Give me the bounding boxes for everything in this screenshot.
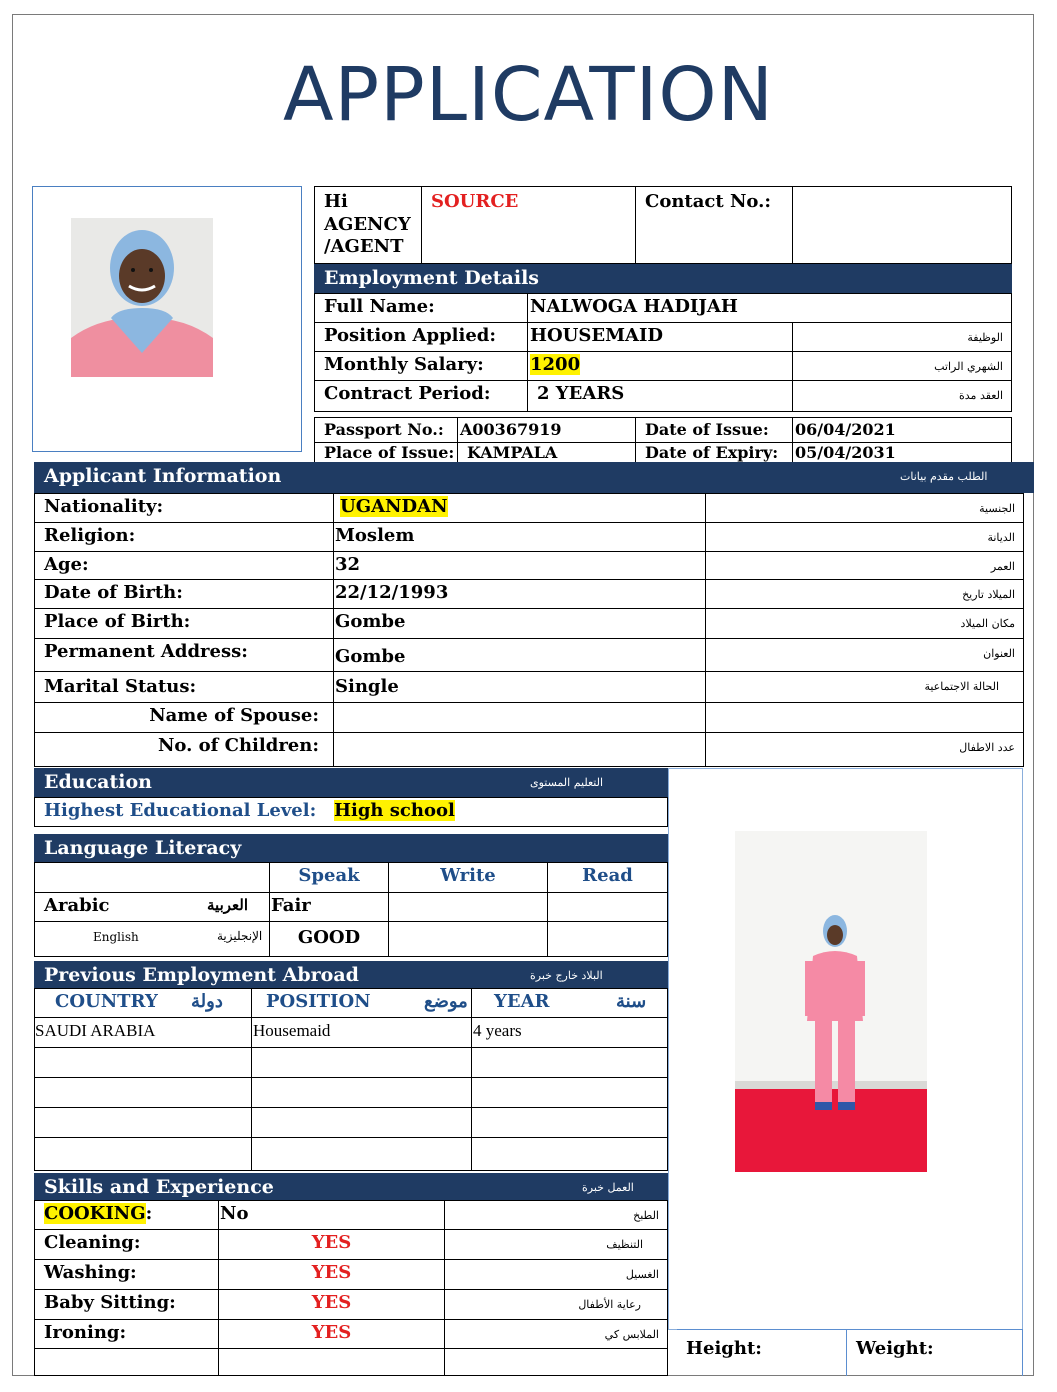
contact-label: Contact No.: [635, 186, 793, 264]
education-level-value: High school [334, 800, 455, 821]
page-title: APPLICATION [282, 52, 775, 138]
col-read: Read [547, 862, 668, 893]
skill-empty-cell [34, 1348, 219, 1376]
expiry-value: 05/04/2031 [792, 442, 1012, 464]
skills-header: Skills and Experience العمل خبرة [34, 1173, 668, 1201]
skill-ar: الطبخ [444, 1200, 668, 1230]
skill-empty-cell [444, 1348, 668, 1376]
applicant-row-label: Age: [34, 551, 334, 580]
prev-empty-cell [34, 1077, 252, 1108]
skill-value: YES [218, 1319, 445, 1349]
skill-label: COOKING: [34, 1200, 219, 1230]
col-write: Write [388, 862, 548, 893]
applicant-row-value: 22/12/1993 [333, 579, 706, 609]
applicant-row-ar: مكان الميلاد [705, 608, 1024, 639]
prev-row-position: Housemaid [251, 1017, 472, 1048]
skill-label: Baby Sitting: [34, 1289, 219, 1320]
expiry-label: Date of Expiry: [635, 442, 793, 464]
lang-english-read [547, 921, 668, 957]
skill-value: No [218, 1200, 445, 1230]
contract-label: Contract Period: [314, 380, 528, 412]
agency-cell: Hi AGENCY /AGENT [314, 186, 422, 264]
passport-no-label: Passport No.: [314, 417, 458, 443]
source-label: SOURCE [431, 191, 519, 212]
applicant-row-label: Permanent Address: [34, 638, 334, 672]
issue-date-value: 06/04/2021 [792, 417, 1012, 443]
skill-label: Washing: [34, 1259, 219, 1290]
prev-empty-cell [251, 1107, 472, 1138]
education-level-cell [333, 797, 668, 827]
lang-arabic-cell: Arabic العربية [34, 892, 270, 922]
issue-date-label: Date of Issue: [635, 417, 793, 443]
contract-ar-cell: العقد مدة [792, 380, 1012, 412]
applicant-row-ar: العنوان [705, 638, 1024, 672]
applicant-row-ar: الميلاد تاريخ [705, 579, 1024, 609]
previous-header: Previous Employment Abroad البلاد خارج خبرة [34, 961, 668, 989]
skill-value: YES [218, 1259, 445, 1290]
position-label: Position Applied: [314, 322, 528, 352]
skill-value: YES [218, 1289, 445, 1320]
contract-value: 2 YEARS [527, 380, 793, 412]
prev-row-year: 4 years [471, 1017, 668, 1048]
prev-empty-cell [471, 1107, 668, 1138]
skill-label: Cleaning: [34, 1229, 219, 1260]
salary-ar-cell: الشهري الراتب [792, 351, 1012, 381]
applicant-row-value [333, 732, 706, 767]
applicant-row-ar: الديانة [705, 522, 1024, 552]
applicant-row-value: Single [333, 671, 706, 703]
skill-ar: الغسيل [444, 1259, 668, 1290]
language-blank-head [34, 862, 270, 893]
col-speak: Speak [269, 862, 389, 893]
applicant-row-value: UGANDAN [333, 493, 706, 523]
applicant-row-ar: الجنسية [705, 493, 1024, 523]
skill-ar: رعاية الأطفال [444, 1289, 668, 1320]
applicant-row-value: Gombe [333, 608, 706, 639]
weight-label: Weight: [846, 1329, 1023, 1376]
prev-row-country: SAUDI ARABIA [34, 1017, 252, 1048]
skill-empty-cell [218, 1348, 445, 1376]
col-country: COUNTRY دولة [34, 988, 252, 1018]
portrait-photo [71, 218, 213, 377]
source-cell [421, 186, 636, 264]
lang-english-speak: GOOD [269, 921, 389, 957]
applicant-row-label: Date of Birth: [34, 579, 334, 609]
place-of-issue-value: KAMPALA [457, 442, 636, 464]
applicant-row-label: Nationality: [34, 493, 334, 523]
applicant-row-value: 32 [333, 551, 706, 580]
full-name-label: Full Name: [314, 293, 528, 323]
applicant-header: Applicant Information الطلب مقدم بيانات [34, 462, 1034, 493]
lang-english-cell: English الإنجليزية [34, 921, 270, 957]
contact-value [792, 186, 1012, 264]
prev-empty-cell [34, 1137, 252, 1171]
applicant-row-label: Place of Birth: [34, 608, 334, 639]
education-header: Education التعليم المستوى [34, 768, 668, 797]
position-value: HOUSEMAID [527, 322, 793, 352]
applicant-row-value: Gombe [333, 638, 706, 672]
salary-label: Monthly Salary: [314, 351, 528, 381]
applicant-row-label: Religion: [34, 522, 334, 552]
applicant-row-ar: عدد الاطفال [705, 732, 1024, 767]
prev-empty-cell [471, 1047, 668, 1078]
full-body-photo [735, 831, 927, 1172]
employment-header: Employment Details [314, 264, 1012, 293]
prev-empty-cell [251, 1077, 472, 1108]
salary-value: 1200 [530, 354, 581, 375]
place-of-issue-label: Place of Issue: [314, 442, 458, 464]
prev-empty-cell [34, 1047, 252, 1078]
passport-no-value: A00367919 [457, 417, 636, 443]
language-header: Language Literacy [34, 834, 668, 863]
prev-empty-cell [471, 1077, 668, 1108]
lang-english-write [388, 921, 548, 957]
position-ar-cell: الوظيفة [792, 322, 1012, 352]
applicant-row-label: Marital Status: [34, 671, 334, 703]
lang-arabic-speak: Fair [269, 892, 389, 922]
col-position: POSITION موضع [251, 988, 472, 1018]
applicant-row-label: Name of Spouse: [34, 702, 334, 733]
col-year: YEAR سنة [471, 988, 668, 1018]
education-level-label: Highest Educational Level: [34, 797, 334, 827]
applicant-row-value [333, 702, 706, 733]
salary-value-cell [527, 351, 793, 381]
height-label: Height: [677, 1329, 847, 1376]
skill-ar: التنظيف [444, 1229, 668, 1260]
full-name-value: NALWOGA HADIJAH [527, 293, 1012, 323]
skill-ar: الملابس كي [444, 1319, 668, 1349]
applicant-row-label: No. of Children: [34, 732, 334, 767]
applicant-row-ar: العمر [705, 551, 1024, 580]
lang-arabic-write [388, 892, 548, 922]
applicant-row-ar [705, 702, 1024, 733]
lang-arabic-read [547, 892, 668, 922]
skill-value: YES [218, 1229, 445, 1260]
prev-empty-cell [471, 1137, 668, 1171]
prev-empty-cell [251, 1047, 472, 1078]
prev-empty-cell [34, 1107, 252, 1138]
skill-label: Ironing: [34, 1319, 219, 1349]
applicant-row-value: Moslem [333, 522, 706, 552]
prev-empty-cell [251, 1137, 472, 1171]
applicant-row-ar: الحالة الاجتماعية [705, 671, 1024, 703]
